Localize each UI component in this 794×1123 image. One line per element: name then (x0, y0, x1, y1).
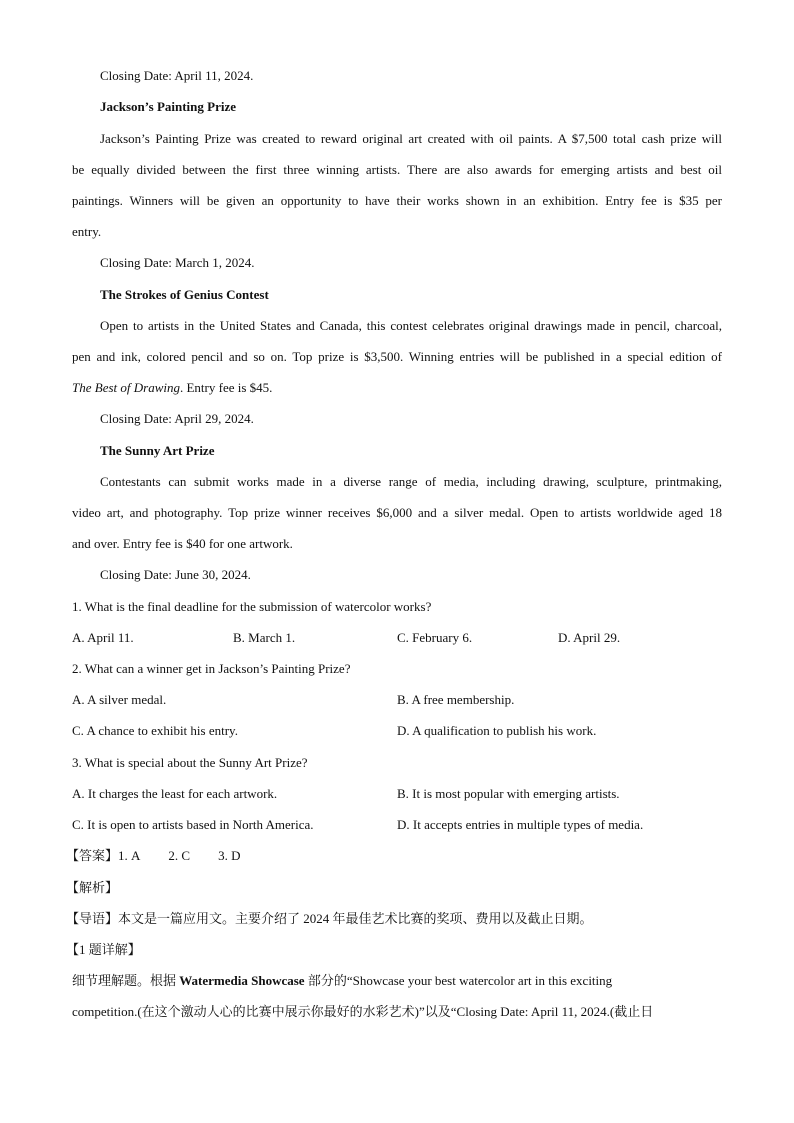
question-3-option-d: D. It accepts entries in multiple types of media. (397, 817, 644, 832)
section-title-sunny: The Sunny Art Prize (100, 443, 215, 458)
answer-3: 3. D (218, 848, 241, 863)
strokes-paragraph-line-3 (72, 380, 272, 396)
jackson-paragraph-line-3: paintings. Winners will be given an opportunity to have their works shown in an exhibition. Entry fee is $35 per (72, 193, 722, 208)
question-1-option-c: C. February 6. (397, 630, 473, 645)
entry-fee-text: . Entry fee is $45. (179, 380, 273, 395)
jackson-paragraph-line-2: be equally divided between the first three winning artists. There are also awards for emerging artists and best oil (72, 162, 722, 177)
question-3-option-a: A. It charges the least for each artwork. (72, 786, 278, 801)
sunny-paragraph-line-3: and over. Entry fee is $40 for one artwork. (72, 536, 293, 551)
question-3-stem: 3. What is special about the Sunny Art Prize? (72, 755, 308, 770)
jackson-paragraph-line-4: entry. (72, 224, 102, 239)
detail-paragraph-line-1 (72, 973, 612, 989)
section-name-watermedia: Watermedia Showcase (179, 973, 305, 988)
guide-text: 本文是一篇应用文。主要介绍了 2024 年最佳艺术比赛的奖项、费用以及截止日期。 (118, 911, 593, 926)
question-1-stem: 1. What is the final deadline for the submission of watercolor works? (72, 599, 432, 614)
closing-date-4: Closing Date: June 30, 2024. (100, 567, 251, 582)
jackson-paragraph-line-1: Jackson’s Painting Prize was created to reward original art created with oil paints. A $7,500 total cash prize will (100, 131, 722, 146)
section-title-jackson: Jackson’s Painting Prize (100, 99, 237, 114)
guide-line (66, 911, 593, 927)
answer-1: 1. A (118, 848, 141, 863)
sunny-paragraph-line-2: video art, and photography. Top prize winner receives $6,000 and a silver medal. Open to artists worldwide aged 18 (72, 505, 722, 520)
strokes-paragraph-line-2: pen and ink, colored pencil and so on. Top prize is $3,500. Winning entries will be published in a special edition of (72, 349, 722, 364)
answer-line (66, 848, 240, 864)
sunny-paragraph-line-1: Contestants can submit works made in a diverse range of media, including drawing, sculpture, printmaking, (100, 474, 722, 489)
question-2-option-d: D. A qualification to publish his work. (397, 723, 597, 738)
question-1-option-d: D. April 29. (558, 630, 621, 645)
answer-2: 2. C (168, 848, 191, 863)
strokes-paragraph-line-1: Open to artists in the United States and Canada, this contest celebrates original drawings made in pencil, charcoal, (100, 318, 722, 333)
detail-paragraph-line-2: competition.(在这个激动人心的比赛中展示你最好的水彩艺术)”以及“Closing Date: April 11, 2024.(截止日 (72, 1004, 654, 1019)
answer-label: 【答案】 (66, 848, 119, 863)
detail-label: 【1 题详解】 (66, 942, 141, 957)
question-3-option-c: C. It is open to artists based in North America. (72, 817, 314, 832)
guide-label: 【导语】 (66, 911, 119, 926)
closing-date-3: Closing Date: April 29, 2024. (100, 411, 254, 426)
detail-text-b: 部分的“Showcase your best watercolor art in this exciting (304, 973, 613, 988)
detail-text-a: 细节理解题。根据 (72, 973, 180, 988)
closing-date-1: Closing Date: April 11, 2024. (100, 68, 254, 83)
question-2-option-c: C. A chance to exhibit his entry. (72, 723, 238, 738)
question-1-option-b: B. March 1. (233, 630, 296, 645)
question-2-stem: 2. What can a winner get in Jackson’s Painting Prize? (72, 661, 351, 676)
analysis-label: 【解析】 (66, 880, 119, 895)
question-2-option-b: B. A free membership. (397, 692, 515, 707)
section-title-strokes: The Strokes of Genius Contest (100, 287, 269, 302)
question-3-option-b: B. It is most popular with emerging artists. (397, 786, 620, 801)
question-1-option-a: A. April 11. (72, 630, 134, 645)
closing-date-2: Closing Date: March 1, 2024. (100, 255, 255, 270)
question-2-option-a: A. A silver medal. (72, 692, 167, 707)
book-title: The Best of Drawing (72, 380, 180, 395)
